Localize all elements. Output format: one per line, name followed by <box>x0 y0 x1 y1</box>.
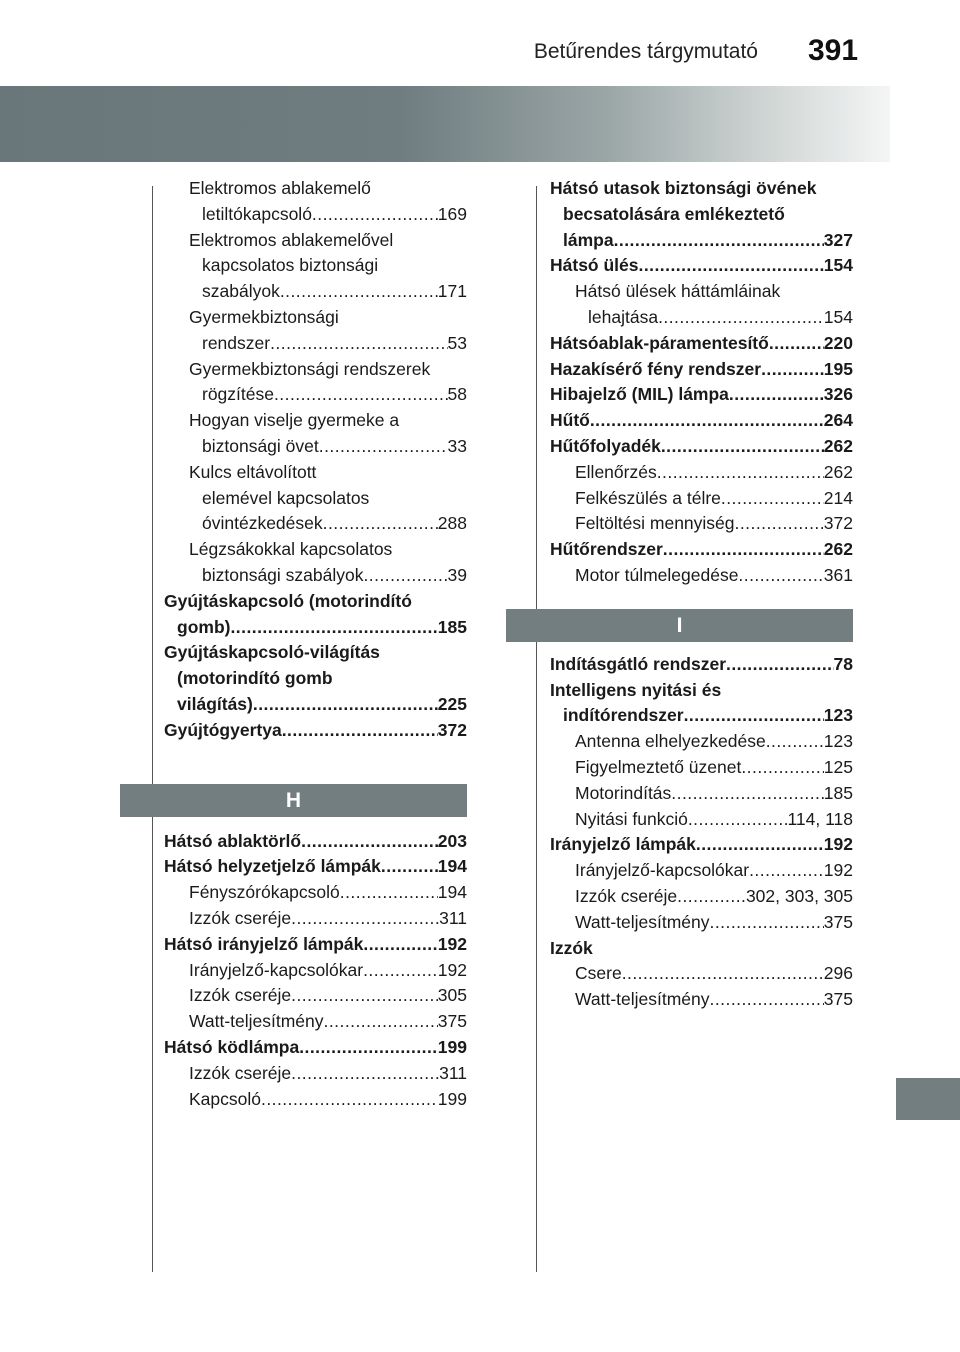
index-entry: Antenna elhelyezkedése . . . 123 <box>550 729 853 755</box>
index-entry: Hogyan viselje gyermeke a biztonsági övet . . . 33 <box>164 408 467 460</box>
index-entry: Hazakísérő fény rendszer . . . 195 <box>550 357 853 383</box>
index-entry: Elektromos ablakemelő letiltókapcsoló . . . 169 <box>164 176 467 228</box>
page-number: 391 <box>808 34 859 67</box>
index-entry: Gyermekbiztonsági rendszer . . . 53 <box>164 305 467 357</box>
index-entry: Kapcsoló . . . 199 <box>164 1087 467 1113</box>
index-entry: Watt-teljesítmény . . . 375 <box>550 987 853 1013</box>
section-header-i: I <box>506 609 853 642</box>
right-column-rule <box>536 186 537 1272</box>
index-column-left <box>164 176 467 1112</box>
index-entry: Motorindítás . . . 185 <box>550 781 853 807</box>
index-entry: Intelligens nyitási és indítórendszer . . . 123 <box>550 678 853 730</box>
index-entry: Izzók cseréje . . . 305 <box>164 983 467 1009</box>
index-entry: Figyelmeztető üzenet . . . 125 <box>550 755 853 781</box>
index-entry: Hűtő . . . 264 <box>550 408 853 434</box>
index-entry: Hátsó helyzetjelző lámpák . . . 194 <box>164 854 467 880</box>
index-entry: Indításgátló rendszer . . . 78 <box>550 652 853 678</box>
index-entry: Hátsóablak-páramentesítő . . . 220 <box>550 331 853 357</box>
header-banner <box>0 86 890 162</box>
index-entry: Watt-teljesítmény . . . 375 <box>164 1009 467 1035</box>
index-entry: Izzók <box>550 937 593 958</box>
index-entry: Izzók cseréje . . . 311 <box>164 906 467 932</box>
index-entry: Hátsó utasok biztonsági övének becsatolására emlékeztető lámpa . . . 327 <box>550 176 853 253</box>
section-header-h: H <box>120 784 467 817</box>
index-entry: Hátsó ülés . . . 154 <box>550 253 853 279</box>
index-entry: Izzók cseréje . . . 302, 303, 305 <box>550 884 853 910</box>
index-entry: Gyújtáskapcsoló (motorindító gomb) . . . 185 <box>164 589 467 641</box>
chapter-tab <box>896 1078 960 1120</box>
index-column-right <box>550 176 853 1013</box>
index-entry: Gyújtáskapcsoló-világítás (motorindító gomb világítás) . . . 225 <box>164 640 467 717</box>
index-entry: Hátsó ablaktörlő . . . 203 <box>164 829 467 855</box>
index-entry: Watt-teljesítmény . . . 375 <box>550 910 853 936</box>
index-entry: Csere . . . 296 <box>550 961 853 987</box>
index-entry: Izzók cseréje . . . 311 <box>164 1061 467 1087</box>
index-entry: Gyújtógyertya . . . 372 <box>164 718 467 744</box>
index-entry: Hűtőrendszer . . . 262 <box>550 537 853 563</box>
index-entry: Hátsó ködlámpa . . . 199 <box>164 1035 467 1061</box>
left-column-rule <box>152 186 153 1272</box>
index-entry: Irányjelző-kapcsolókar . . . 192 <box>550 858 853 884</box>
index-entry: Hátsó ülések háttámláinak lehajtása . . . 154 <box>550 279 853 331</box>
index-entry: Kulcs eltávolított elemével kapcsolatos óvintézkedések . . . 288 <box>164 460 467 537</box>
index-entry: Hátsó irányjelző lámpák . . . 192 <box>164 932 467 958</box>
index-entry: Hűtőfolyadék . . . 262 <box>550 434 853 460</box>
index-entry: Feltöltési mennyiség . . . 372 <box>550 511 853 537</box>
index-entry: Irányjelző lámpák . . . 192 <box>550 832 853 858</box>
index-entry: Felkészülés a télre . . . 214 <box>550 486 853 512</box>
index-entry: Motor túlmelegedése . . . 361 <box>550 563 853 589</box>
index-entry: Légzsákokkal kapcsolatos biztonsági szabályok . . . 39 <box>164 537 467 589</box>
index-entry: Ellenőrzés . . . 262 <box>550 460 853 486</box>
index-entry: Nyitási funkció . . . 114, 118 <box>550 807 853 833</box>
index-entry: Irányjelző-kapcsolókar . . . 192 <box>164 958 467 984</box>
index-entry: Hibajelző (MIL) lámpa . . . 326 <box>550 382 853 408</box>
index-entry: Fényszórókapcsoló . . . 194 <box>164 880 467 906</box>
index-entry: Elektromos ablakemelővel kapcsolatos biztonsági szabályok . . . 171 <box>164 228 467 305</box>
index-entry: Gyermekbiztonsági rendszerek rögzítése . . . 58 <box>164 357 467 409</box>
page-title: Betűrendes tárgymutató <box>533 40 758 63</box>
